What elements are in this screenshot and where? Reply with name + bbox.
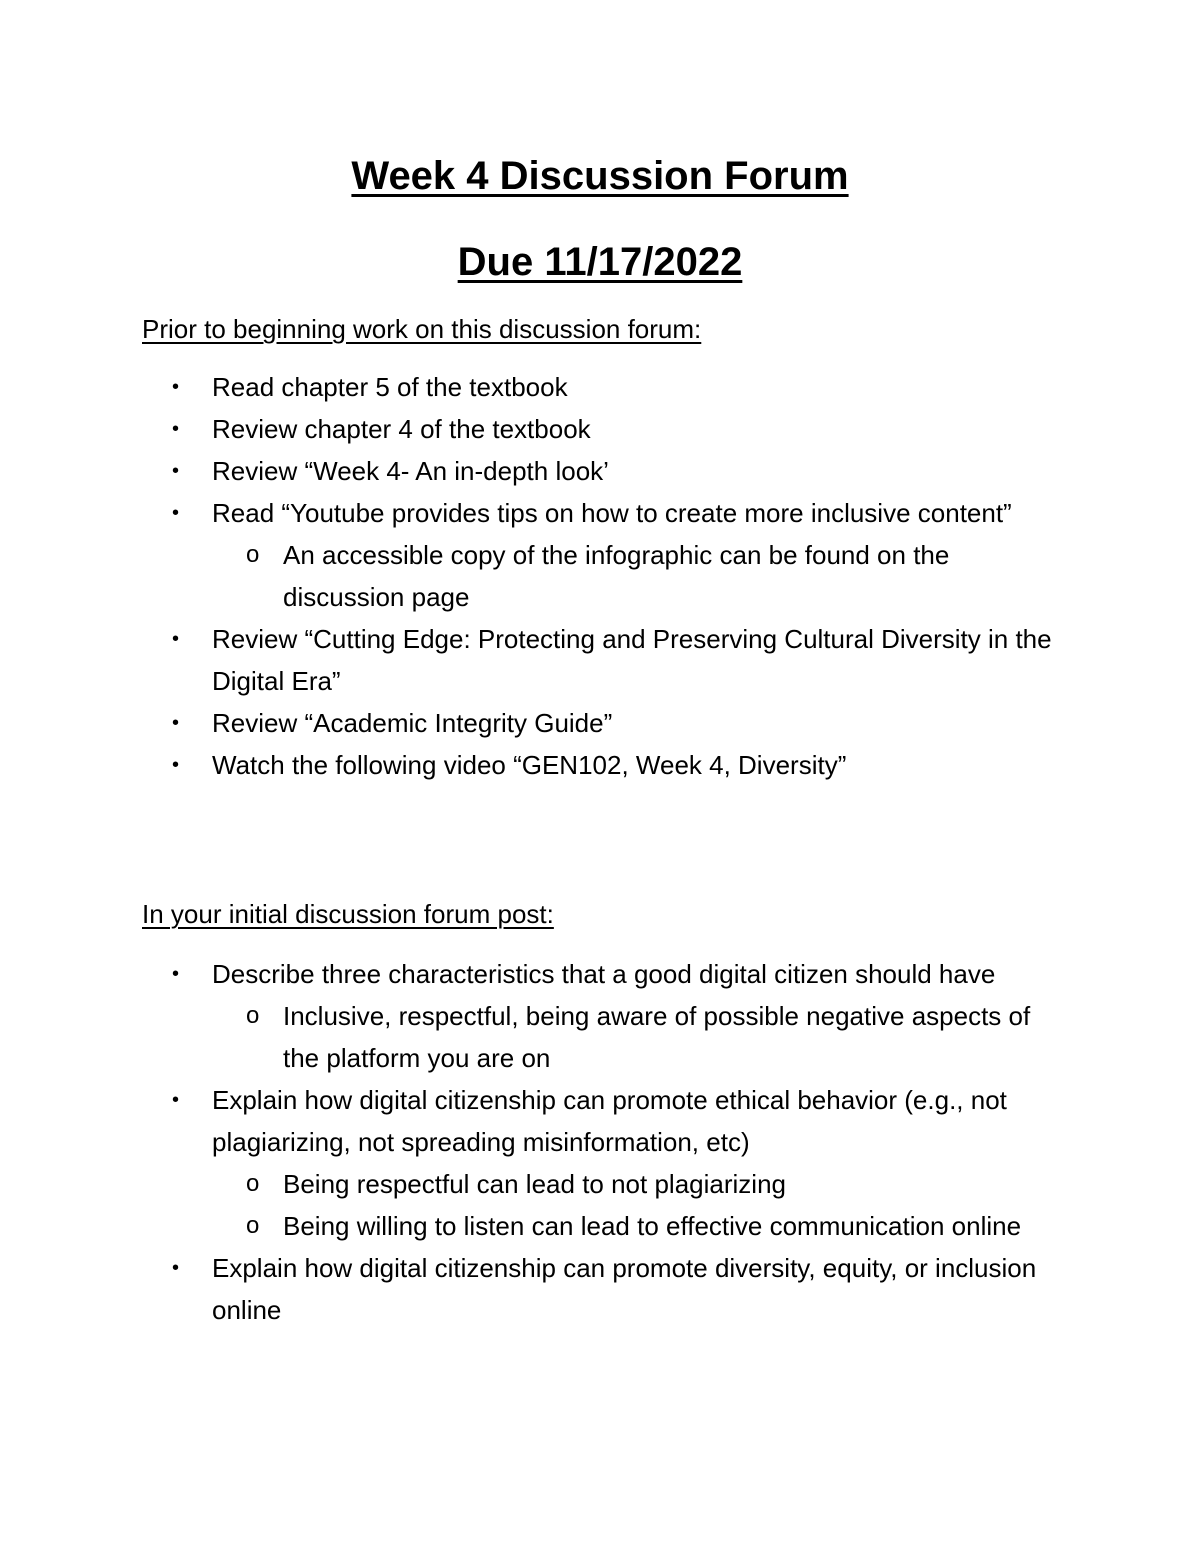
list-item bbox=[0, 366, 1072, 408]
circle-bullet-icon: o bbox=[246, 1002, 260, 1029]
bullet-icon: • bbox=[172, 754, 180, 776]
sub-list-item bbox=[0, 534, 1063, 618]
list-item bbox=[0, 618, 1072, 702]
list-item-text: Explain how digital citizenship can promote ethical behavior (e.g., not plagiarizing, not spreading misinformation, etc) bbox=[212, 1085, 1007, 1157]
list-item-text: Review chapter 4 of the textbook bbox=[212, 414, 591, 444]
circle-bullet-icon: o bbox=[246, 1212, 260, 1239]
circle-bullet-icon: o bbox=[246, 541, 260, 568]
bullet-icon: • bbox=[172, 460, 180, 482]
list-item bbox=[0, 953, 1072, 995]
list-item bbox=[0, 492, 1072, 534]
list-item bbox=[0, 1247, 1072, 1331]
sub-list-item bbox=[0, 995, 1063, 1079]
bullet-icon: • bbox=[172, 963, 180, 985]
sub-list-item bbox=[0, 1205, 1063, 1247]
page-title: Week 4 Discussion Forum bbox=[351, 154, 849, 198]
bullet-icon: • bbox=[172, 418, 180, 440]
list-item-text: Review “Cutting Edge: Protecting and Preserving Cultural Diversity in the Digital Era” bbox=[212, 624, 1052, 696]
prior-tasks-list bbox=[0, 366, 1200, 786]
list-item bbox=[0, 744, 1072, 786]
bullet-icon: • bbox=[172, 628, 180, 650]
list-item-text: Review “Week 4- An in-depth look’ bbox=[212, 456, 609, 486]
list-item-text: An accessible copy of the infographic can be found on the discussion page bbox=[283, 540, 950, 612]
bullet-icon: • bbox=[172, 1257, 180, 1279]
list-item bbox=[0, 450, 1072, 492]
list-item-text: Read chapter 5 of the textbook bbox=[212, 372, 568, 402]
list-item-text: Being willing to listen can lead to effective communication online bbox=[283, 1211, 1022, 1241]
list-item-text: Inclusive, respectful, being aware of possible negative aspects of the platform you are on bbox=[283, 1001, 1031, 1073]
list-item bbox=[0, 1079, 1072, 1163]
list-item bbox=[0, 408, 1072, 450]
list-item-text: Review “Academic Integrity Guide” bbox=[212, 708, 613, 738]
bullet-icon: • bbox=[172, 502, 180, 524]
section-heading-prior: Prior to beginning work on this discussion forum: bbox=[142, 314, 702, 344]
due-date: Due 11/17/2022 bbox=[457, 240, 743, 284]
bullet-icon: • bbox=[172, 376, 180, 398]
list-item-text: Explain how digital citizenship can promote diversity, equity, or inclusion online bbox=[212, 1253, 1037, 1325]
bullet-icon: • bbox=[172, 712, 180, 734]
list-item-text: Read “Youtube provides tips on how to create more inclusive content” bbox=[212, 498, 1012, 528]
list-item-text: Being respectful can lead to not plagiarizing bbox=[283, 1169, 786, 1199]
initial-post-list bbox=[0, 953, 1200, 1331]
circle-bullet-icon: o bbox=[246, 1170, 260, 1197]
list-item-text: Describe three characteristics that a good digital citizen should have bbox=[212, 959, 996, 989]
list-item-text: Watch the following video “GEN102, Week 4, Diversity” bbox=[212, 750, 847, 780]
list-item bbox=[0, 702, 1072, 744]
bullet-icon: • bbox=[172, 1089, 180, 1111]
section-heading-initial-post: In your initial discussion forum post: bbox=[142, 899, 554, 929]
sub-list-item bbox=[0, 1163, 1063, 1205]
